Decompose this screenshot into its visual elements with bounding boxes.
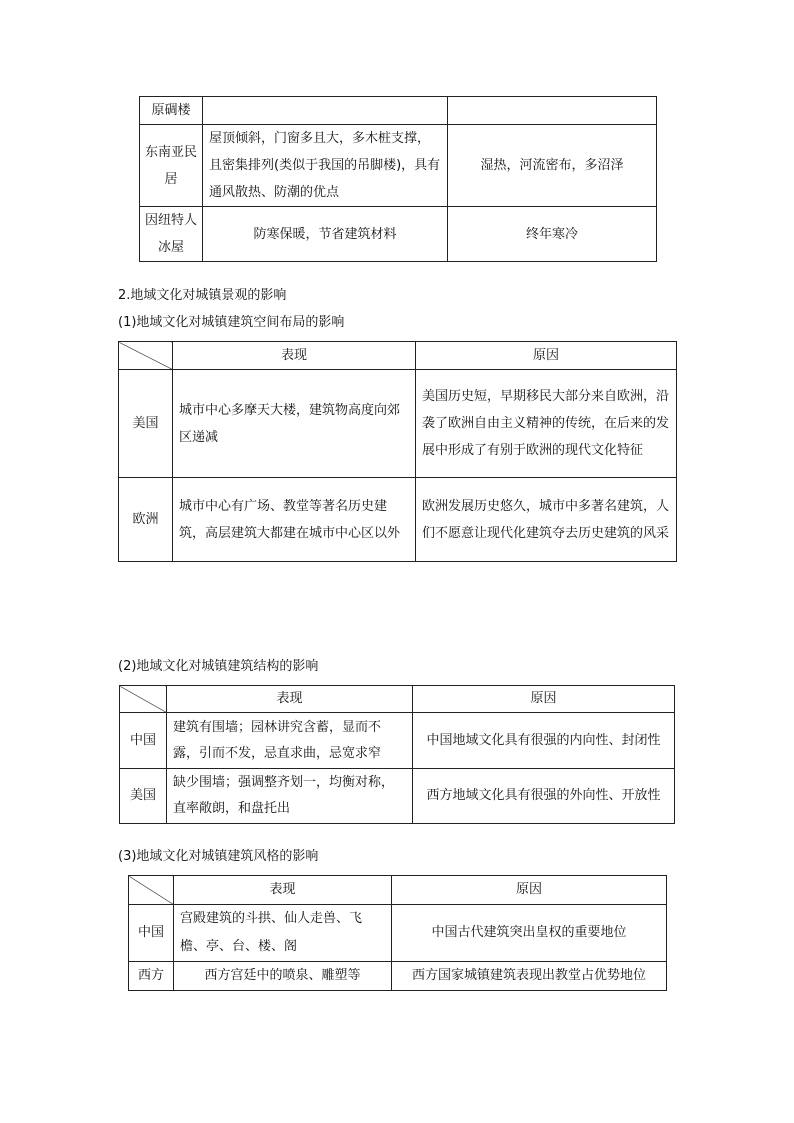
column-header: 原因 <box>413 686 675 713</box>
column-header: 表现 <box>167 686 413 713</box>
diagonal-header-cell <box>129 876 174 905</box>
table-row <box>120 713 675 769</box>
row-header-cell: 中国 <box>129 905 174 962</box>
feature-cell: 城市中心有广场、教堂等著名历史建筑，高层建筑大都建在城市中心区以外 <box>173 478 416 562</box>
reason-cell: 西方地域文化具有很强的外向性、开放性 <box>413 769 675 824</box>
diagonal-header-cell <box>120 686 167 713</box>
building-structure-table <box>119 685 675 824</box>
feature-cell: 建筑有围墙；园林讲究含蓄，显而不露，引而不发，忌直求曲，忌宽求窄 <box>167 713 413 769</box>
row-header-cell: 原碉楼 <box>140 97 203 125</box>
table-header-row <box>120 686 675 713</box>
feature-cell: 屋顶倾斜，门窗多且大，多木桩支撑，且密集排列(类似于我国的吊脚楼)，具有通风散热、防潮的优点 <box>203 125 448 207</box>
feature-cell: 城市中心多摩天大楼，建筑物高度向郊区递减 <box>173 370 416 478</box>
column-header: 原因 <box>392 876 667 905</box>
feature-cell <box>203 97 448 125</box>
reason-cell <box>448 97 657 125</box>
feature-cell: 宫殿建筑的斗拱、仙人走兽、飞檐、亭、台、楼、阁 <box>174 905 392 962</box>
row-header-cell: 西方 <box>129 962 174 991</box>
row-header-cell: 东南亚民居 <box>140 125 203 207</box>
diagonal-header-cell <box>119 342 173 370</box>
subsection-heading: (3)地域文化对城镇建筑风格的影响 <box>118 849 319 864</box>
table-row <box>120 769 675 824</box>
table-row <box>129 905 667 962</box>
feature-cell: 防寒保暖，节省建筑材料 <box>203 207 448 262</box>
table-row <box>140 97 657 125</box>
feature-cell: 西方宫廷中的喷泉、雕塑等 <box>174 962 392 991</box>
section-heading: 2.地域文化对城镇景观的影响 <box>118 288 287 303</box>
row-header-cell: 美国 <box>119 370 173 478</box>
table-row <box>140 125 657 207</box>
column-header: 原因 <box>416 342 677 370</box>
reason-cell: 西方国家城镇建筑表现出教堂占优势地位 <box>392 962 667 991</box>
row-header-cell: 因纽特人冰屋 <box>140 207 203 262</box>
table-row <box>119 478 677 562</box>
table-row <box>129 962 667 991</box>
feature-cell: 缺少围墙；强调整齐划一，均衡对称，直率敞朗，和盘托出 <box>167 769 413 824</box>
reason-cell: 湿热，河流密布，多沼泽 <box>448 125 657 207</box>
table-header-row <box>129 876 667 905</box>
spatial-layout-table <box>118 341 677 562</box>
reason-cell: 美国历史短，早期移民大部分来自欧洲，沿袭了欧洲自由主义精神的传统，在后来的发展中形成了有别于欧洲的现代文化特征 <box>416 370 677 478</box>
subsection-heading: (1)地域文化对城镇建筑空间布局的影响 <box>118 315 345 330</box>
row-header-cell: 欧洲 <box>119 478 173 562</box>
reason-cell: 终年寒冷 <box>448 207 657 262</box>
table-row <box>140 207 657 262</box>
row-header-cell: 美国 <box>120 769 167 824</box>
dwellings-table <box>139 96 657 262</box>
column-header: 表现 <box>173 342 416 370</box>
table-header-row <box>119 342 677 370</box>
reason-cell: 中国古代建筑突出皇权的重要地位 <box>392 905 667 962</box>
reason-cell: 中国地域文化具有很强的内向性、封闭性 <box>413 713 675 769</box>
column-header: 表现 <box>174 876 392 905</box>
subsection-heading: (2)地域文化对城镇建筑结构的影响 <box>118 659 319 674</box>
table-row <box>119 370 677 478</box>
reason-cell: 欧洲发展历史悠久，城市中多著名建筑，人们不愿意让现代化建筑夺去历史建筑的风采 <box>416 478 677 562</box>
row-header-cell: 中国 <box>120 713 167 769</box>
building-style-table <box>128 875 667 991</box>
